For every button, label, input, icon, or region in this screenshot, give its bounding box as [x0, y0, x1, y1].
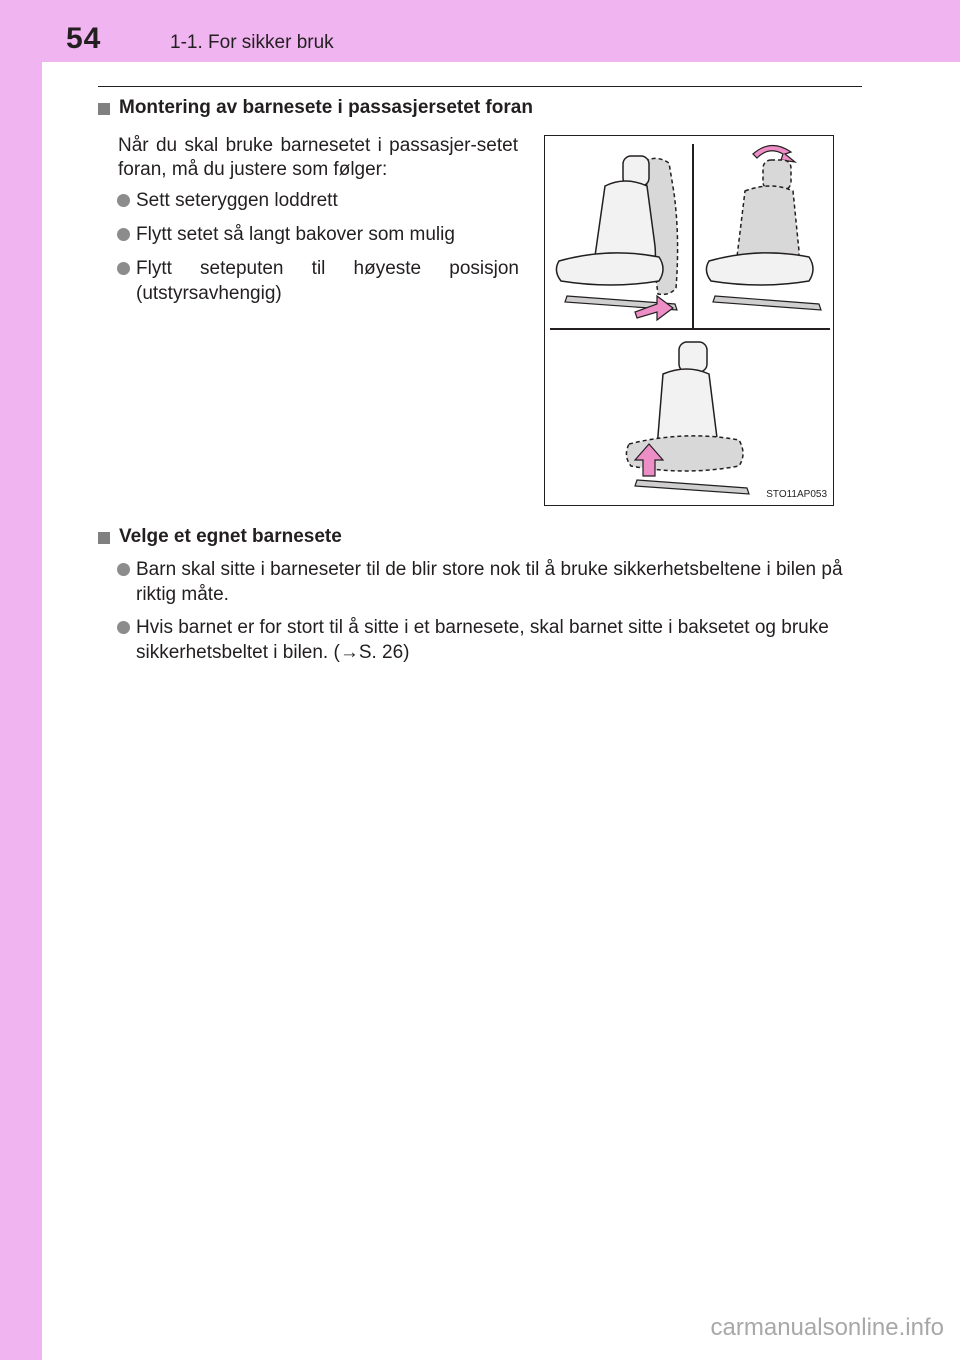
section-heading-choose-seat — [98, 526, 342, 548]
round-bullet-icon — [117, 262, 130, 275]
seat-upright-drawing — [556, 156, 677, 320]
list-item — [117, 222, 519, 247]
section-title: 1-1. For sikker bruk — [170, 32, 334, 53]
header-band — [0, 0, 960, 62]
square-bullet-icon — [98, 532, 110, 544]
list-item-text: Flytt seteputen til høyeste posisjon (utstyrsavhengig) — [136, 258, 519, 304]
list-item — [117, 615, 863, 665]
seat-illustration — [545, 136, 835, 507]
seat-slide-back-drawing — [706, 145, 821, 310]
intro-paragraph: Når du skal bruke barnesetet i passasjer-setet foran, må du justere som følger: — [118, 135, 518, 180]
section-heading-front-seat — [98, 97, 533, 119]
round-bullet-icon — [117, 194, 130, 207]
round-bullet-icon — [117, 621, 130, 634]
list-item-text: Flytt setet så langt bakover som mulig — [136, 224, 455, 245]
page-number: 54 — [66, 22, 102, 55]
watermark: carmanualsonline.info — [710, 1314, 944, 1341]
list-item-text: Sett seteryggen loddrett — [136, 190, 338, 211]
seat-raise-cushion-drawing — [626, 342, 749, 494]
round-bullet-icon — [117, 228, 130, 241]
list-item-text: Barn skal sitte i barneseter til de blir store nok til å bruke sikkerhetsbeltene i bilen på riktig måte. — [136, 559, 843, 605]
heading-text: Montering av barnesete i passasjersetet foran — [119, 97, 533, 118]
square-bullet-icon — [98, 103, 110, 115]
heading-text: Velge et egnet barnesete — [119, 526, 342, 547]
round-bullet-icon — [117, 563, 130, 576]
list-item-text: Hvis barnet er for stort til å sitte i et barnesete, skal barnet sitte i baksetet og bruke sikkerhetsbeltet i bilen. (→S. 26) — [136, 617, 829, 663]
seat-adjustment-figure — [544, 135, 834, 506]
chapter-tab-strip — [0, 0, 42, 1360]
list-item — [117, 188, 519, 213]
list-item — [117, 256, 519, 306]
list-item — [117, 557, 863, 607]
header-divider — [98, 86, 862, 87]
figure-code: STO11AP053 — [766, 489, 827, 500]
